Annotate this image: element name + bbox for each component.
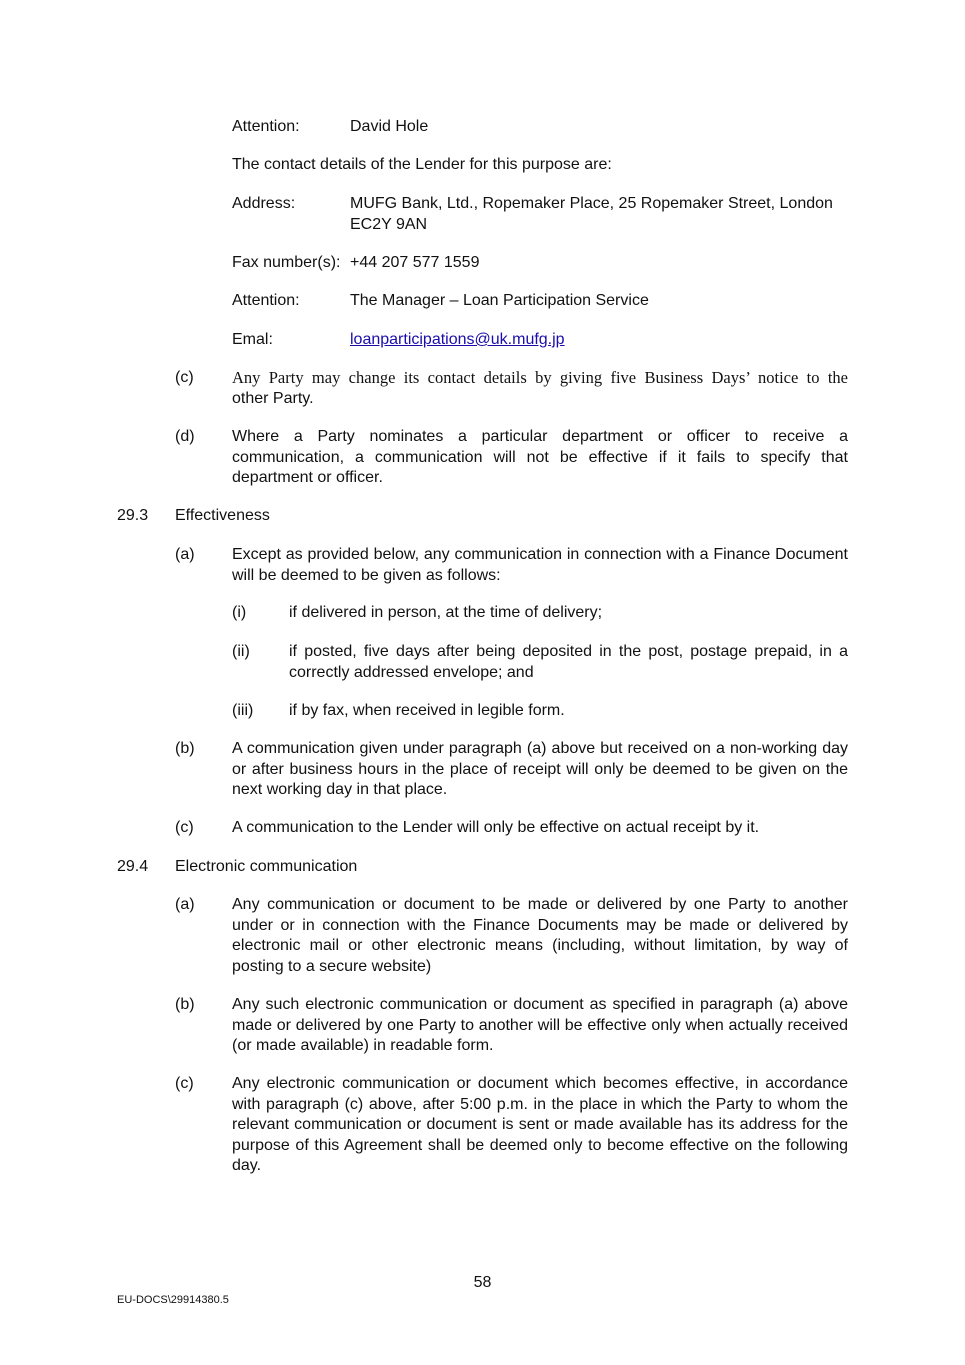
clause-label: (a) [175, 896, 195, 913]
email-link[interactable]: loanparticipations@uk.mufg.jp [350, 331, 565, 348]
clause-text: Any communication or document to be made or delivered by one Party to another under or in connection with the Finance Documents may be made or delivered by electronic mail or other electronic means (including, without limitation, by way of posting to a secure website) [232, 896, 848, 975]
subclause-text: if by fax, when received in legible form. [289, 702, 565, 719]
document-reference: EU-DOCS\29914380.5 [117, 1294, 229, 1306]
fax-value: +44 207 577 1559 [350, 254, 480, 271]
section-heading: Effectiveness [175, 507, 270, 524]
address-label: Address: [232, 195, 296, 212]
section-heading: Electronic communication [175, 858, 358, 875]
subclause-label: (i) [232, 604, 247, 621]
clause-label: (c) [175, 819, 194, 836]
section-number: 29.3 [117, 507, 149, 524]
clause-text: Except as provided below, any communication in connection with a Finance Document will be deemed to be given as follows: [232, 546, 848, 584]
clause-label: (b) [175, 740, 195, 757]
address-value: MUFG Bank, Ltd., Ropemaker Place, 25 Ropemaker Street, London EC2Y 9AN [350, 195, 833, 233]
clause-label: (c) [175, 1075, 194, 1092]
clause-label: (a) [175, 546, 195, 563]
contact-intro: The contact details of the Lender for this purpose are: [232, 156, 612, 173]
attention-value-2: The Manager – Loan Participation Service [350, 292, 649, 309]
subclause-text: if delivered in person, at the time of delivery; [289, 604, 603, 621]
section-number: 29.4 [117, 858, 149, 875]
clause-label: (b) [175, 996, 195, 1013]
attention-label-2: Attention: [232, 292, 300, 309]
clause-text [232, 368, 848, 409]
page-number: 58 [473, 1274, 492, 1291]
clause-label: (c) [175, 369, 194, 386]
subclause-text: if posted, five days after being deposited in the post, postage prepaid, in a correctly addressed envelope; and [289, 643, 848, 681]
clause-text: Any electronic communication or document which becomes effective, in accordance with paragraph (c) above, after 5:00 p.m. in the place in which the Party to whom the relevant communication or document is sent or made available has its address for the purpose of this Agreement shall be deemed only to become effective on the following day. [232, 1075, 848, 1174]
clause-label: (d) [175, 428, 195, 445]
attention-value: David Hole [350, 118, 429, 135]
clause-text-line: Any Party may change its contact details by giving five Business Days’ notice to the [232, 368, 848, 387]
clause-text: A communication to the Lender will only be effective on actual receipt by it. [232, 819, 760, 836]
clause-text-line: other Party. [232, 389, 314, 407]
attention-label: Attention: [232, 118, 300, 135]
clause-text: Where a Party nominates a particular department or officer to receive a communication, a communication will not be effective if it fails to specify that department or officer. [232, 428, 848, 486]
email-label: Emal: [232, 331, 273, 348]
subclause-label: (iii) [232, 702, 254, 719]
clause-text: Any such electronic communication or document as specified in paragraph (a) above made or delivered by one Party to another will be effective only when actually received (or made available) in readable form. [232, 996, 848, 1054]
clause-text: A communication given under paragraph (a) above but received on a non-working day or after business hours in the place of receipt will only be deemed to be given on the next working day in that place. [232, 740, 848, 798]
subclause-label: (ii) [232, 643, 250, 660]
fax-label: Fax number(s): [232, 254, 341, 271]
